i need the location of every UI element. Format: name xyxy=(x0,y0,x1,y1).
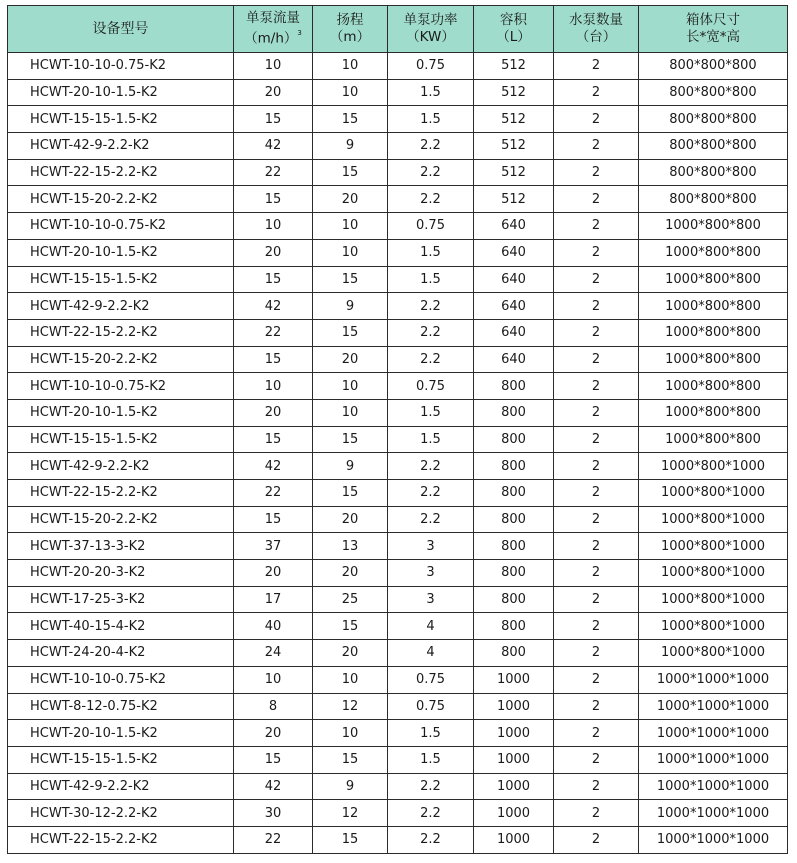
header-pump-count xyxy=(554,6,639,53)
header-power xyxy=(388,6,474,53)
pump-count-cell: 2 xyxy=(554,533,639,560)
pump-count-cell: 2 xyxy=(554,239,639,266)
pump-count-cell: 2 xyxy=(554,266,639,293)
table-row xyxy=(8,666,788,693)
flow-cell: 22 xyxy=(234,826,313,853)
table-row xyxy=(8,293,788,320)
model-cell: HCWT-42-9-2.2-K2 xyxy=(8,293,234,320)
model-cell: HCWT-20-20-3-K2 xyxy=(8,560,234,587)
table-body xyxy=(8,53,788,854)
pump-count-cell: 2 xyxy=(554,186,639,213)
volume-cell: 800 xyxy=(474,533,554,560)
volume-cell: 1000 xyxy=(474,826,554,853)
pump-count-cell: 2 xyxy=(554,640,639,667)
head-cell: 12 xyxy=(313,693,388,720)
tank-size-cell: 1000*800*800 xyxy=(639,293,788,320)
head-cell: 9 xyxy=(313,293,388,320)
model-cell: HCWT-10-10-0.75-K2 xyxy=(8,666,234,693)
table-row xyxy=(8,693,788,720)
volume-cell: 800 xyxy=(474,586,554,613)
volume-cell: 800 xyxy=(474,506,554,533)
pump-count-cell: 2 xyxy=(554,293,639,320)
power-cell: 3 xyxy=(388,586,474,613)
pump-count-cell: 2 xyxy=(554,426,639,453)
model-cell: HCWT-22-15-2.2-K2 xyxy=(8,159,234,186)
head-cell: 10 xyxy=(313,666,388,693)
tank-size-cell: 800*800*800 xyxy=(639,186,788,213)
pump-spec-table xyxy=(7,5,788,854)
head-cell: 9 xyxy=(313,453,388,480)
model-cell: HCWT-17-25-3-K2 xyxy=(8,586,234,613)
flow-cell: 42 xyxy=(234,453,313,480)
power-cell: 2.2 xyxy=(388,293,474,320)
tank-size-cell: 1000*800*800 xyxy=(639,213,788,240)
model-cell: HCWT-15-15-1.5-K2 xyxy=(8,426,234,453)
power-cell: 1.5 xyxy=(388,426,474,453)
table-row xyxy=(8,319,788,346)
volume-cell: 640 xyxy=(474,319,554,346)
head-cell: 15 xyxy=(313,426,388,453)
table-row xyxy=(8,506,788,533)
model-cell: HCWT-15-20-2.2-K2 xyxy=(8,186,234,213)
model-cell: HCWT-10-10-0.75-K2 xyxy=(8,213,234,240)
model-cell: HCWT-40-15-4-K2 xyxy=(8,613,234,640)
head-cell: 10 xyxy=(313,720,388,747)
flow-cell: 22 xyxy=(234,480,313,507)
pump-count-cell: 2 xyxy=(554,826,639,853)
model-cell: HCWT-15-15-1.5-K2 xyxy=(8,106,234,133)
header-power-unit: （KW） xyxy=(406,29,455,45)
pump-count-cell: 2 xyxy=(554,586,639,613)
model-cell: HCWT-22-15-2.2-K2 xyxy=(8,319,234,346)
power-cell: 1.5 xyxy=(388,106,474,133)
head-cell: 10 xyxy=(313,399,388,426)
flow-cell: 15 xyxy=(234,266,313,293)
head-cell: 15 xyxy=(313,159,388,186)
model-cell: HCWT-24-20-4-K2 xyxy=(8,640,234,667)
flow-cell: 15 xyxy=(234,186,313,213)
table-row xyxy=(8,613,788,640)
power-cell: 0.75 xyxy=(388,53,474,80)
volume-cell: 800 xyxy=(474,640,554,667)
head-cell: 10 xyxy=(313,373,388,400)
volume-cell: 512 xyxy=(474,106,554,133)
table-row xyxy=(8,720,788,747)
table-row xyxy=(8,480,788,507)
power-cell: 1.5 xyxy=(388,79,474,106)
head-cell: 15 xyxy=(313,480,388,507)
volume-cell: 512 xyxy=(474,79,554,106)
tank-size-cell: 1000*1000*1000 xyxy=(639,773,788,800)
tank-size-cell: 1000*800*1000 xyxy=(639,640,788,667)
pump-count-cell: 2 xyxy=(554,453,639,480)
head-cell: 13 xyxy=(313,533,388,560)
head-cell: 15 xyxy=(313,613,388,640)
flow-cell: 20 xyxy=(234,79,313,106)
pump-count-cell: 2 xyxy=(554,346,639,373)
table-row xyxy=(8,239,788,266)
header-pump-count-unit: （台） xyxy=(575,29,617,45)
tank-size-cell: 1000*800*800 xyxy=(639,319,788,346)
table-row xyxy=(8,159,788,186)
tank-size-cell: 800*800*800 xyxy=(639,79,788,106)
head-cell: 12 xyxy=(313,800,388,827)
tank-size-cell: 1000*1000*1000 xyxy=(639,746,788,773)
volume-cell: 800 xyxy=(474,613,554,640)
header-head-title: 扬程 xyxy=(336,12,364,28)
tank-size-cell: 1000*1000*1000 xyxy=(639,826,788,853)
power-cell: 3 xyxy=(388,560,474,587)
tank-size-cell: 1000*800*1000 xyxy=(639,533,788,560)
tank-size-cell: 1000*800*1000 xyxy=(639,586,788,613)
table-header-row xyxy=(8,6,788,53)
power-cell: 2.2 xyxy=(388,453,474,480)
header-pump-count-title: 水泵数量 xyxy=(569,12,623,28)
flow-cell: 15 xyxy=(234,346,313,373)
tank-size-cell: 1000*800*1000 xyxy=(639,506,788,533)
table-row xyxy=(8,746,788,773)
power-cell: 0.75 xyxy=(388,666,474,693)
pump-count-cell: 2 xyxy=(554,319,639,346)
pump-count-cell: 2 xyxy=(554,613,639,640)
power-cell: 2.2 xyxy=(388,800,474,827)
table-row xyxy=(8,640,788,667)
model-cell: HCWT-30-12-2.2-K2 xyxy=(8,800,234,827)
header-flow-title: 单泵流量 xyxy=(246,10,300,27)
table-row xyxy=(8,133,788,160)
table-row xyxy=(8,266,788,293)
power-cell: 2.2 xyxy=(388,319,474,346)
header-power-title: 单泵功率 xyxy=(403,12,458,28)
volume-cell: 1000 xyxy=(474,800,554,827)
header-volume-title: 容积 xyxy=(500,12,527,28)
tank-size-cell: 1000*800*800 xyxy=(639,239,788,266)
power-cell: 0.75 xyxy=(388,373,474,400)
tank-size-cell: 800*800*800 xyxy=(639,133,788,160)
pump-count-cell: 2 xyxy=(554,159,639,186)
tank-size-cell: 1000*800*1000 xyxy=(639,453,788,480)
volume-cell: 800 xyxy=(474,399,554,426)
tank-size-cell: 1000*800*1000 xyxy=(639,613,788,640)
volume-cell: 640 xyxy=(474,213,554,240)
pump-count-cell: 2 xyxy=(554,373,639,400)
power-cell: 1.5 xyxy=(388,720,474,747)
header-flow-unit-sup: 3 xyxy=(297,29,302,38)
pump-count-cell: 2 xyxy=(554,79,639,106)
head-cell: 20 xyxy=(313,640,388,667)
tank-size-cell: 1000*800*800 xyxy=(639,266,788,293)
power-cell: 2.2 xyxy=(388,480,474,507)
power-cell: 2.2 xyxy=(388,346,474,373)
head-cell: 20 xyxy=(313,560,388,587)
tank-size-cell: 1000*1000*1000 xyxy=(639,666,788,693)
flow-cell: 15 xyxy=(234,506,313,533)
power-cell: 2.2 xyxy=(388,159,474,186)
pump-count-cell: 2 xyxy=(554,693,639,720)
head-cell: 9 xyxy=(313,773,388,800)
volume-cell: 640 xyxy=(474,346,554,373)
model-cell: HCWT-42-9-2.2-K2 xyxy=(8,773,234,800)
head-cell: 9 xyxy=(313,133,388,160)
volume-cell: 800 xyxy=(474,453,554,480)
flow-cell: 10 xyxy=(234,213,313,240)
table-row xyxy=(8,373,788,400)
flow-cell: 20 xyxy=(234,399,313,426)
table-row xyxy=(8,773,788,800)
power-cell: 1.5 xyxy=(388,239,474,266)
pump-count-cell: 2 xyxy=(554,480,639,507)
head-cell: 15 xyxy=(313,266,388,293)
tank-size-cell: 1000*800*800 xyxy=(639,346,788,373)
flow-cell: 42 xyxy=(234,293,313,320)
pump-count-cell: 2 xyxy=(554,399,639,426)
header-head xyxy=(313,6,388,53)
flow-cell: 10 xyxy=(234,373,313,400)
volume-cell: 512 xyxy=(474,159,554,186)
volume-cell: 800 xyxy=(474,426,554,453)
power-cell: 2.2 xyxy=(388,186,474,213)
flow-cell: 24 xyxy=(234,640,313,667)
flow-cell: 20 xyxy=(234,239,313,266)
header-tank-size xyxy=(639,6,788,53)
head-cell: 15 xyxy=(313,826,388,853)
flow-cell: 20 xyxy=(234,560,313,587)
header-model: 设备型号 xyxy=(8,6,234,53)
power-cell: 3 xyxy=(388,533,474,560)
tank-size-cell: 1000*1000*1000 xyxy=(639,800,788,827)
tank-size-cell: 1000*800*800 xyxy=(639,399,788,426)
volume-cell: 512 xyxy=(474,133,554,160)
volume-cell: 1000 xyxy=(474,773,554,800)
head-cell: 20 xyxy=(313,346,388,373)
volume-cell: 1000 xyxy=(474,666,554,693)
table-row xyxy=(8,186,788,213)
model-cell: HCWT-22-15-2.2-K2 xyxy=(8,480,234,507)
model-cell: HCWT-37-13-3-K2 xyxy=(8,533,234,560)
volume-cell: 640 xyxy=(474,266,554,293)
head-cell: 25 xyxy=(313,586,388,613)
pump-count-cell: 2 xyxy=(554,720,639,747)
flow-cell: 22 xyxy=(234,319,313,346)
model-cell: HCWT-20-10-1.5-K2 xyxy=(8,239,234,266)
head-cell: 15 xyxy=(313,106,388,133)
model-cell: HCWT-20-10-1.5-K2 xyxy=(8,79,234,106)
header-tank-size-title: 箱体尺寸 xyxy=(686,12,740,28)
pump-count-cell: 2 xyxy=(554,506,639,533)
volume-cell: 800 xyxy=(474,373,554,400)
model-cell: HCWT-15-15-1.5-K2 xyxy=(8,746,234,773)
tank-size-cell: 1000*800*1000 xyxy=(639,480,788,507)
table-row xyxy=(8,826,788,853)
volume-cell: 512 xyxy=(474,53,554,80)
table-row xyxy=(8,533,788,560)
head-cell: 10 xyxy=(313,213,388,240)
table-row xyxy=(8,426,788,453)
table-row xyxy=(8,800,788,827)
power-cell: 2.2 xyxy=(388,506,474,533)
tank-size-cell: 1000*800*800 xyxy=(639,426,788,453)
tank-size-cell: 800*800*800 xyxy=(639,106,788,133)
header-volume xyxy=(474,6,554,53)
table-row xyxy=(8,79,788,106)
volume-cell: 1000 xyxy=(474,720,554,747)
power-cell: 0.75 xyxy=(388,693,474,720)
head-cell: 10 xyxy=(313,79,388,106)
power-cell: 1.5 xyxy=(388,746,474,773)
head-cell: 15 xyxy=(313,319,388,346)
flow-cell: 22 xyxy=(234,159,313,186)
power-cell: 4 xyxy=(388,613,474,640)
model-cell: HCWT-22-15-2.2-K2 xyxy=(8,826,234,853)
model-cell: HCWT-20-10-1.5-K2 xyxy=(8,720,234,747)
power-cell: 1.5 xyxy=(388,399,474,426)
pump-count-cell: 2 xyxy=(554,800,639,827)
model-cell: HCWT-10-10-0.75-K2 xyxy=(8,373,234,400)
flow-cell: 42 xyxy=(234,133,313,160)
model-cell: HCWT-15-20-2.2-K2 xyxy=(8,506,234,533)
flow-cell: 30 xyxy=(234,800,313,827)
flow-cell: 42 xyxy=(234,773,313,800)
table-row xyxy=(8,53,788,80)
model-cell: HCWT-15-15-1.5-K2 xyxy=(8,266,234,293)
model-cell: HCWT-15-20-2.2-K2 xyxy=(8,346,234,373)
power-cell: 1.5 xyxy=(388,266,474,293)
tank-size-cell: 1000*800*1000 xyxy=(639,560,788,587)
power-cell: 2.2 xyxy=(388,133,474,160)
pump-count-cell: 2 xyxy=(554,213,639,240)
header-head-unit: （m） xyxy=(329,29,371,45)
tank-size-cell: 1000*800*800 xyxy=(639,373,788,400)
power-cell: 2.2 xyxy=(388,826,474,853)
flow-cell: 8 xyxy=(234,693,313,720)
flow-cell: 17 xyxy=(234,586,313,613)
tank-size-cell: 800*800*800 xyxy=(639,159,788,186)
flow-cell: 15 xyxy=(234,426,313,453)
volume-cell: 1000 xyxy=(474,693,554,720)
power-cell: 4 xyxy=(388,640,474,667)
table-row xyxy=(8,560,788,587)
volume-cell: 1000 xyxy=(474,746,554,773)
head-cell: 15 xyxy=(313,746,388,773)
header-flow xyxy=(234,6,313,53)
pump-count-cell: 2 xyxy=(554,746,639,773)
flow-cell: 15 xyxy=(234,106,313,133)
pump-count-cell: 2 xyxy=(554,666,639,693)
table-row xyxy=(8,346,788,373)
model-cell: HCWT-8-12-0.75-K2 xyxy=(8,693,234,720)
table-row xyxy=(8,106,788,133)
pump-count-cell: 2 xyxy=(554,560,639,587)
volume-cell: 800 xyxy=(474,480,554,507)
tank-size-cell: 1000*1000*1000 xyxy=(639,720,788,747)
flow-cell: 20 xyxy=(234,720,313,747)
head-cell: 20 xyxy=(313,506,388,533)
pump-count-cell: 2 xyxy=(554,106,639,133)
model-cell: HCWT-42-9-2.2-K2 xyxy=(8,133,234,160)
head-cell: 20 xyxy=(313,186,388,213)
head-cell: 10 xyxy=(313,239,388,266)
power-cell: 0.75 xyxy=(388,213,474,240)
power-cell: 2.2 xyxy=(388,773,474,800)
volume-cell: 640 xyxy=(474,293,554,320)
flow-cell: 10 xyxy=(234,666,313,693)
header-volume-unit: （L） xyxy=(496,29,531,45)
tank-size-cell: 1000*1000*1000 xyxy=(639,693,788,720)
table-row xyxy=(8,453,788,480)
pump-count-cell: 2 xyxy=(554,773,639,800)
head-cell: 10 xyxy=(313,53,388,80)
model-cell: HCWT-10-10-0.75-K2 xyxy=(8,53,234,80)
tank-size-cell: 800*800*800 xyxy=(639,53,788,80)
header-tank-size-unit: 长*宽*高 xyxy=(686,29,740,45)
volume-cell: 800 xyxy=(474,560,554,587)
pump-count-cell: 2 xyxy=(554,133,639,160)
flow-cell: 15 xyxy=(234,746,313,773)
model-cell: HCWT-42-9-2.2-K2 xyxy=(8,453,234,480)
table-row xyxy=(8,399,788,426)
model-cell: HCWT-20-10-1.5-K2 xyxy=(8,399,234,426)
flow-cell: 40 xyxy=(234,613,313,640)
volume-cell: 512 xyxy=(474,186,554,213)
pump-count-cell: 2 xyxy=(554,53,639,80)
flow-cell: 37 xyxy=(234,533,313,560)
table-row xyxy=(8,213,788,240)
flow-cell: 10 xyxy=(234,53,313,80)
table-row xyxy=(8,586,788,613)
header-flow-unit: $(m/h)^3$ xyxy=(244,29,302,47)
volume-cell: 640 xyxy=(474,239,554,266)
